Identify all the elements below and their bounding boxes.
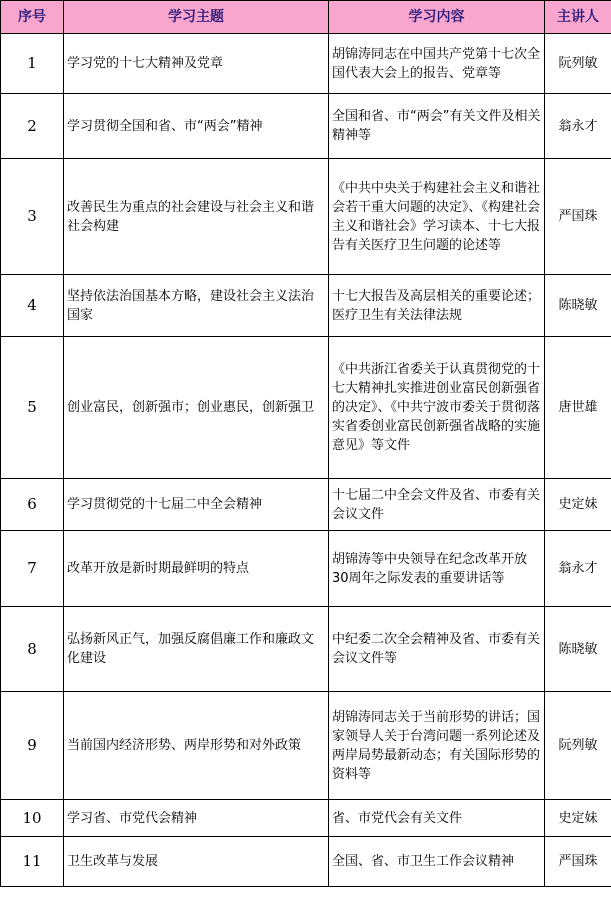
row-speaker: 陈晓敏 [545,607,611,692]
table-row [1,531,611,607]
row-number: 7 [1,531,64,607]
row-content: 全国、省、市卫生工作会议精神 [329,837,545,887]
header-row [1,1,611,34]
row-number: 3 [1,159,64,275]
table-row [1,337,611,479]
row-topic: 学习贯彻全国和省、市“两会”精神 [64,94,329,159]
row-speaker: 翁永才 [545,531,611,607]
row-speaker: 阮列敏 [545,34,611,94]
row-number: 9 [1,692,64,800]
row-number: 6 [1,479,64,531]
row-topic: 学习省、市党代会精神 [64,800,329,837]
header-topic: 学习主题 [64,1,329,34]
row-number: 1 [1,34,64,94]
row-number: 8 [1,607,64,692]
row-speaker: 陈晓敏 [545,275,611,337]
header-content: 学习内容 [329,1,545,34]
row-topic: 卫生改革与发展 [64,837,329,887]
row-content: 十七届二中全会文件及省、市委有关会议文件 [329,479,545,531]
row-topic: 改革开放是新时期最鲜明的特点 [64,531,329,607]
row-content: 胡锦涛同志关于当前形势的讲话；国家领导人关于台湾问题一系列论述及两岸局势最新动态；有关国际形势的资料等 [329,692,545,800]
row-speaker: 翁永才 [545,94,611,159]
row-speaker: 严国珠 [545,159,611,275]
row-content: 胡锦涛同志在中国共产党第十七次全国代表大会上的报告、党章等 [329,34,545,94]
row-speaker: 唐世雄 [545,337,611,479]
row-content: 《中共浙江省委关于认真贯彻党的十七大精神扎实推进创业富民创新强省的决定》、《中共宁波市委关于贯彻落实省委创业富民创新强省战略的实施意见》等文件 [329,337,545,479]
table-row [1,94,611,159]
table-row [1,607,611,692]
table-row [1,34,611,94]
row-content: 省、市党代会有关文件 [329,800,545,837]
row-content: 全国和省、市“两会”有关文件及相关精神等 [329,94,545,159]
row-number: 10 [1,800,64,837]
row-number: 4 [1,275,64,337]
row-speaker: 史定妹 [545,479,611,531]
table-row [1,837,611,887]
row-topic: 改善民生为重点的社会建设与社会主义和谐社会构建 [64,159,329,275]
row-speaker: 阮列敏 [545,692,611,800]
row-topic: 学习党的十七大精神及党章 [64,34,329,94]
row-content: 中纪委二次全会精神及省、市委有关会议文件等 [329,607,545,692]
row-number: 5 [1,337,64,479]
row-content: 胡锦涛等中央领导在纪念改革开放30周年之际发表的重要讲话等 [329,531,545,607]
row-speaker: 史定妹 [545,800,611,837]
row-content: 十七大报告及高层相关的重要论述；医疗卫生有关法律法规 [329,275,545,337]
row-topic: 创业富民，创新强市；创业惠民，创新强卫 [64,337,329,479]
header-number: 序号 [1,1,64,34]
table-row [1,275,611,337]
row-number: 11 [1,837,64,887]
row-topic: 坚持依法治国基本方略，建设社会主义法治国家 [64,275,329,337]
table-row [1,692,611,800]
table-row [1,479,611,531]
row-topic: 学习贯彻党的十七届二中全会精神 [64,479,329,531]
row-content: 《中共中央关于构建社会主义和谐社会若干重大问题的决定》、《构建社会主义和谐社会》学习读本、十七大报告有关医疗卫生问题的论述等 [329,159,545,275]
header-speaker: 主讲人 [545,1,611,34]
row-topic: 当前国内经济形势、两岸形势和对外政策 [64,692,329,800]
row-speaker: 严国珠 [545,837,611,887]
table-row [1,800,611,837]
row-number: 2 [1,94,64,159]
row-topic: 弘扬新风正气，加强反腐倡廉工作和廉政文化建设 [64,607,329,692]
table-row [1,159,611,275]
